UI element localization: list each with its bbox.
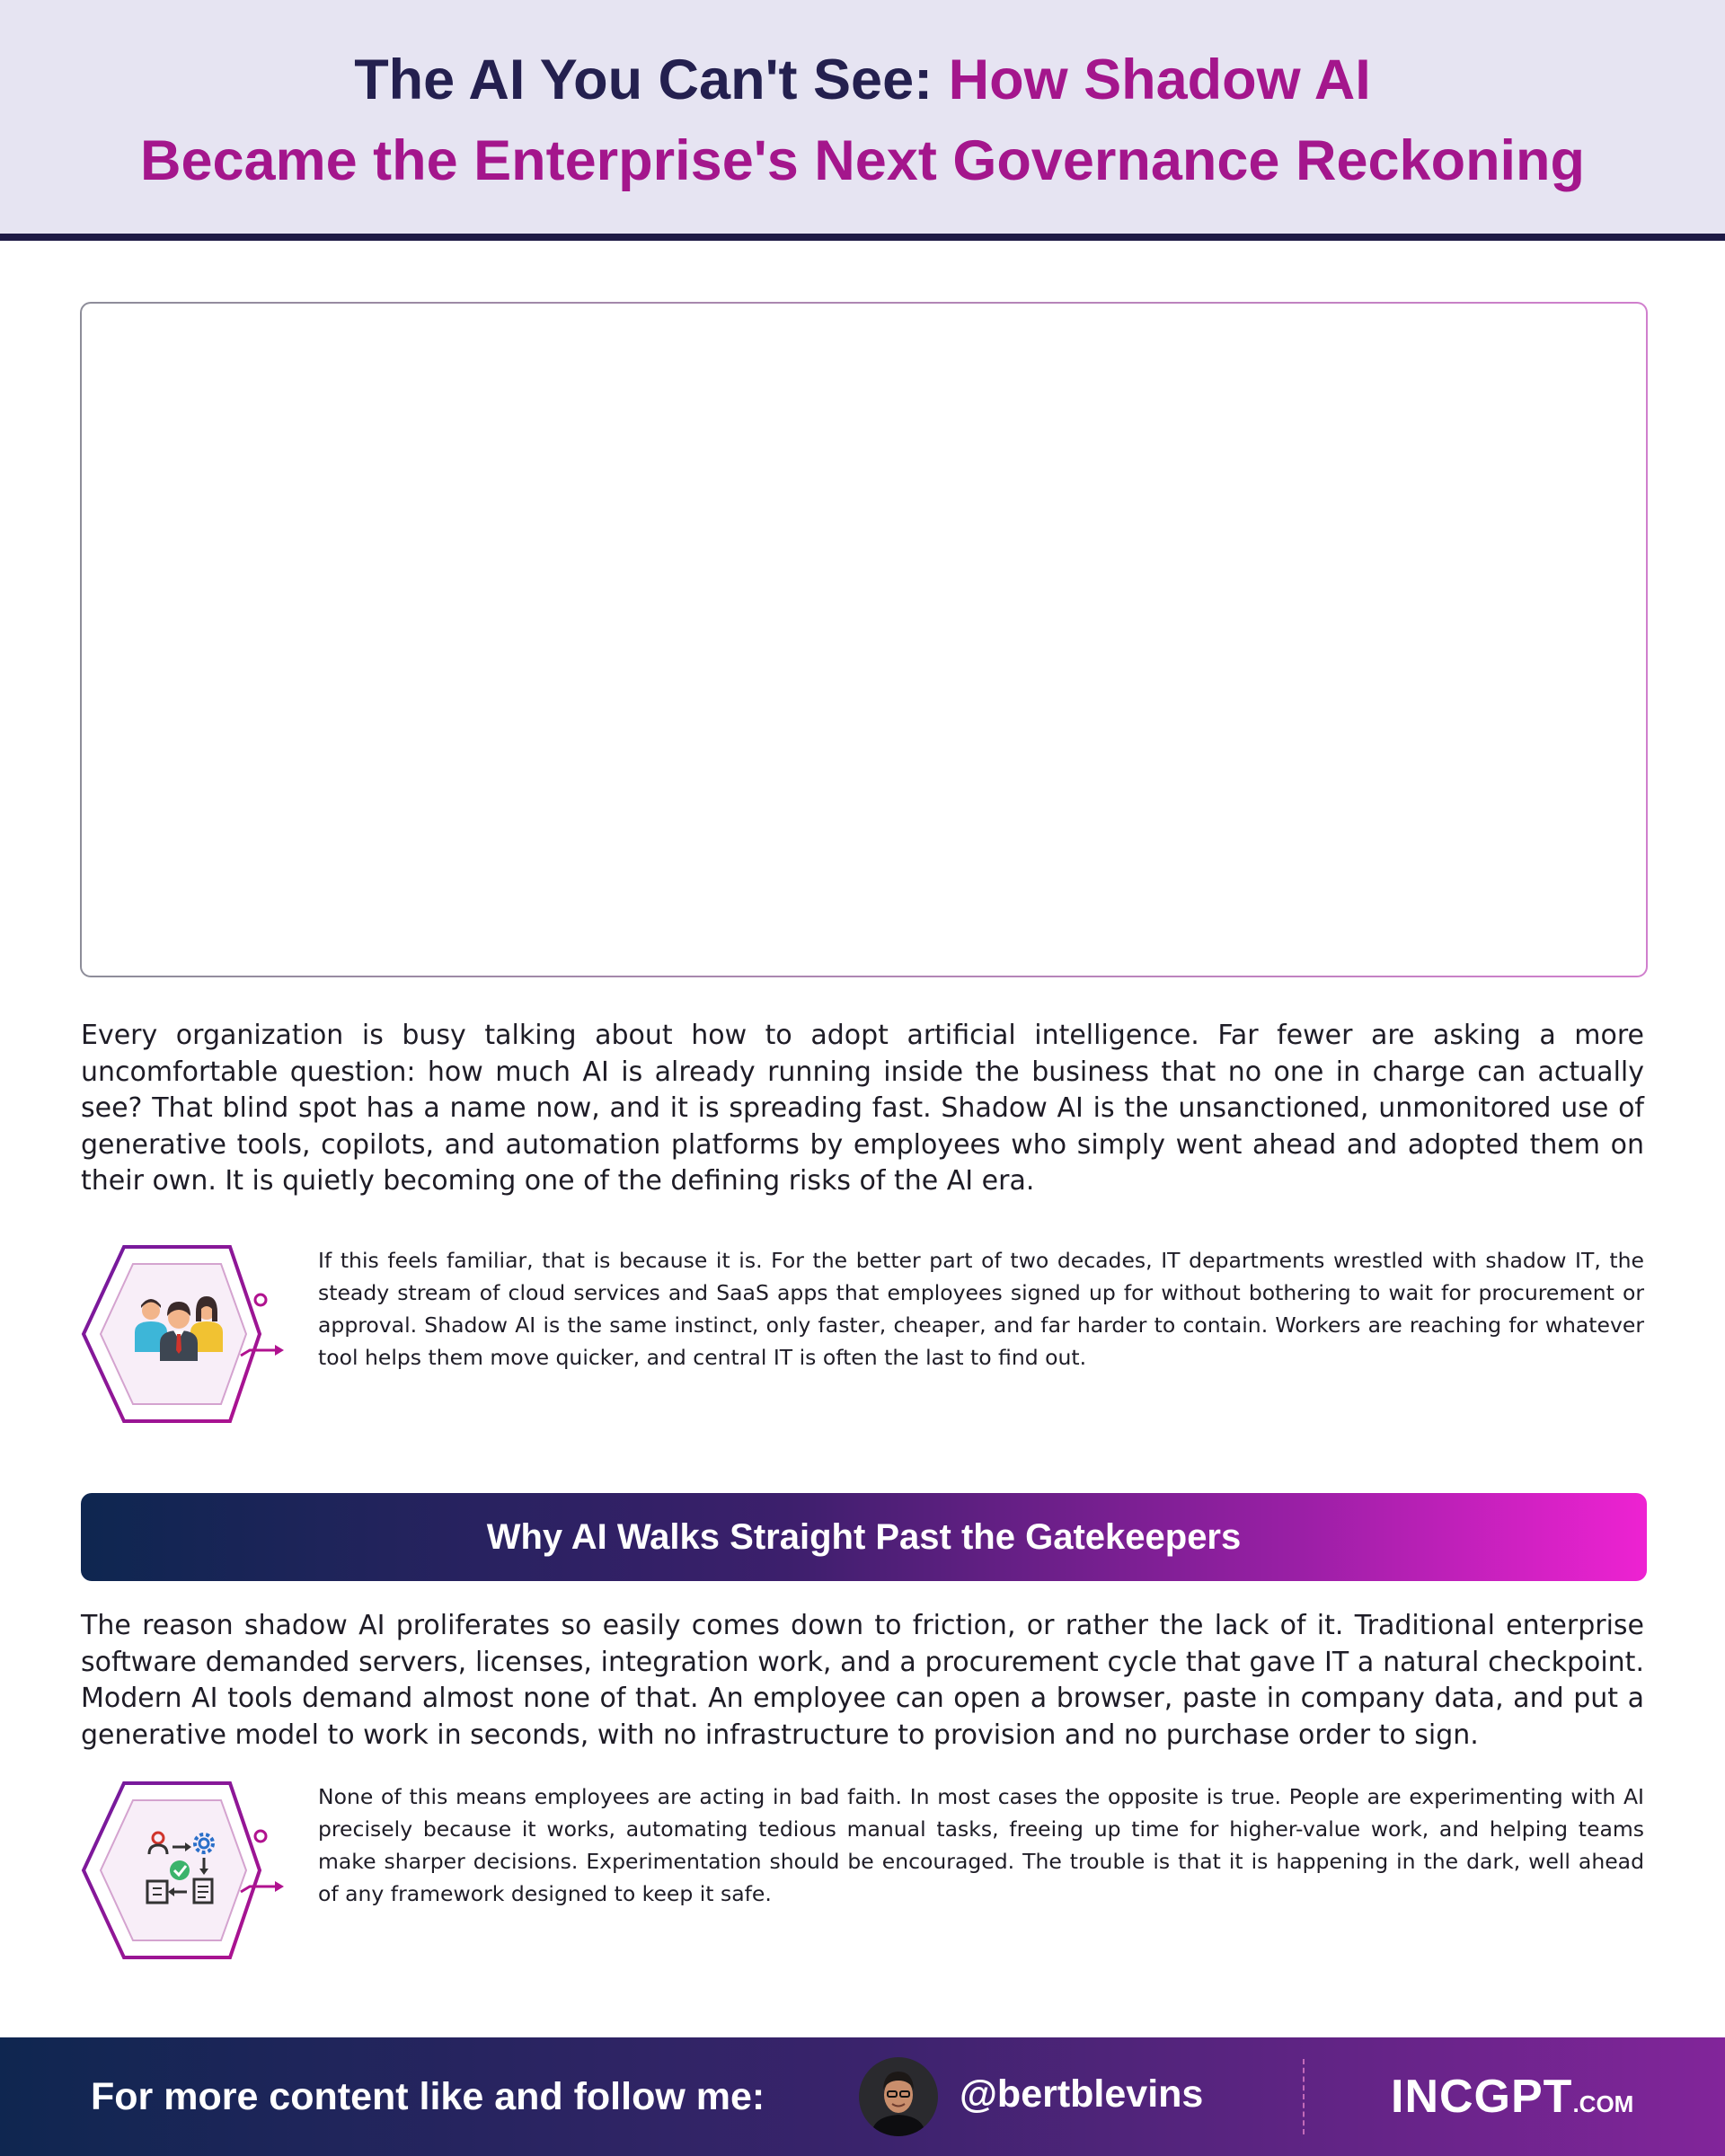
feature-callout-good-faith <box>81 1780 1644 1960</box>
page-title-line-2: Became the Enterprise's Next Governance Reckoning <box>139 129 1586 192</box>
social-handle-link[interactable]: @bertblevins <box>960 2072 1204 2116</box>
incgpt-logo[interactable] <box>1391 2037 1633 2156</box>
follow-text: For more content like and follow me: <box>91 2075 765 2118</box>
title-part-dark: The AI You Can't See: <box>354 49 949 111</box>
title-part-accent: How Shadow AI <box>948 49 1371 111</box>
logo-main-text: INCGPT <box>1391 2071 1573 2123</box>
logo-suffix-text: .COM <box>1572 2090 1634 2117</box>
workflow-process-icon <box>81 1780 314 1960</box>
section-heading: Why AI Walks Straight Past the Gatekeepers <box>486 1517 1242 1557</box>
section-paragraph: The reason shadow AI proliferates so easily comes down to friction, or rather the lack of it. Traditional enterprise software demanded servers, licenses, integration work, and a procurement cycle that gave IT a natural checkpoint. Modern AI tools demand almost none of that. An employee can open a browser, paste in company data, and put a generative model to work in seconds, with no infrastructure to provision and no purchase order to sign. <box>81 1610 1644 1751</box>
feature-text-shadow-it: If this feels familiar, that is because it is. For the better part of two decades, IT departments wrestled with shadow IT, the steady stream of cloud services and SaaS apps that employees signed up for without bothering to wait for procurement or approval. Shadow AI is the same instinct, only faster, cheaper, and far harder to contain. Workers are reaching for whatever tool helps them move quicker, and central IT is often the last to find out. <box>318 1248 1644 1370</box>
intro-paragraph: Every organization is busy talking about how to adopt artificial intelligence. Far fewer are asking a more uncomfortable question: how much AI is already running inside the business that no one in charge can actually see? That blind spot has a name now, and it is spreading fast. Shadow AI is the unsanctioned, unmonitored use of generative tools, copilots, and automation platforms by employees who simply went ahead and adopted them on their own. It is quietly becoming one of the defining risks of the AI era. <box>81 1020 1644 1197</box>
feature-callout-shadow-it <box>81 1244 1644 1424</box>
section-banner <box>81 1493 1647 1581</box>
footer-divider <box>1303 2059 1305 2134</box>
people-team-icon <box>81 1244 314 1424</box>
page-footer <box>0 2037 1725 2156</box>
avatar[interactable] <box>859 2057 938 2136</box>
feature-text-good-faith: None of this means employees are acting in bad faith. In most cases the opposite is true. People are experimenting with AI precisely because it works, automating tedious manual tasks, freeing up time for higher-value work, and helping teams make sharper decisions. Experimentation should be encouraged. The trouble is that it is happening in the dark, well ahead of any framework designed to keep it safe. <box>318 1784 1644 1906</box>
hero-image-frame <box>80 302 1648 977</box>
page-title-line-1 <box>0 0 1725 120</box>
page-header <box>0 0 1725 241</box>
hero-image-area <box>82 304 1646 976</box>
